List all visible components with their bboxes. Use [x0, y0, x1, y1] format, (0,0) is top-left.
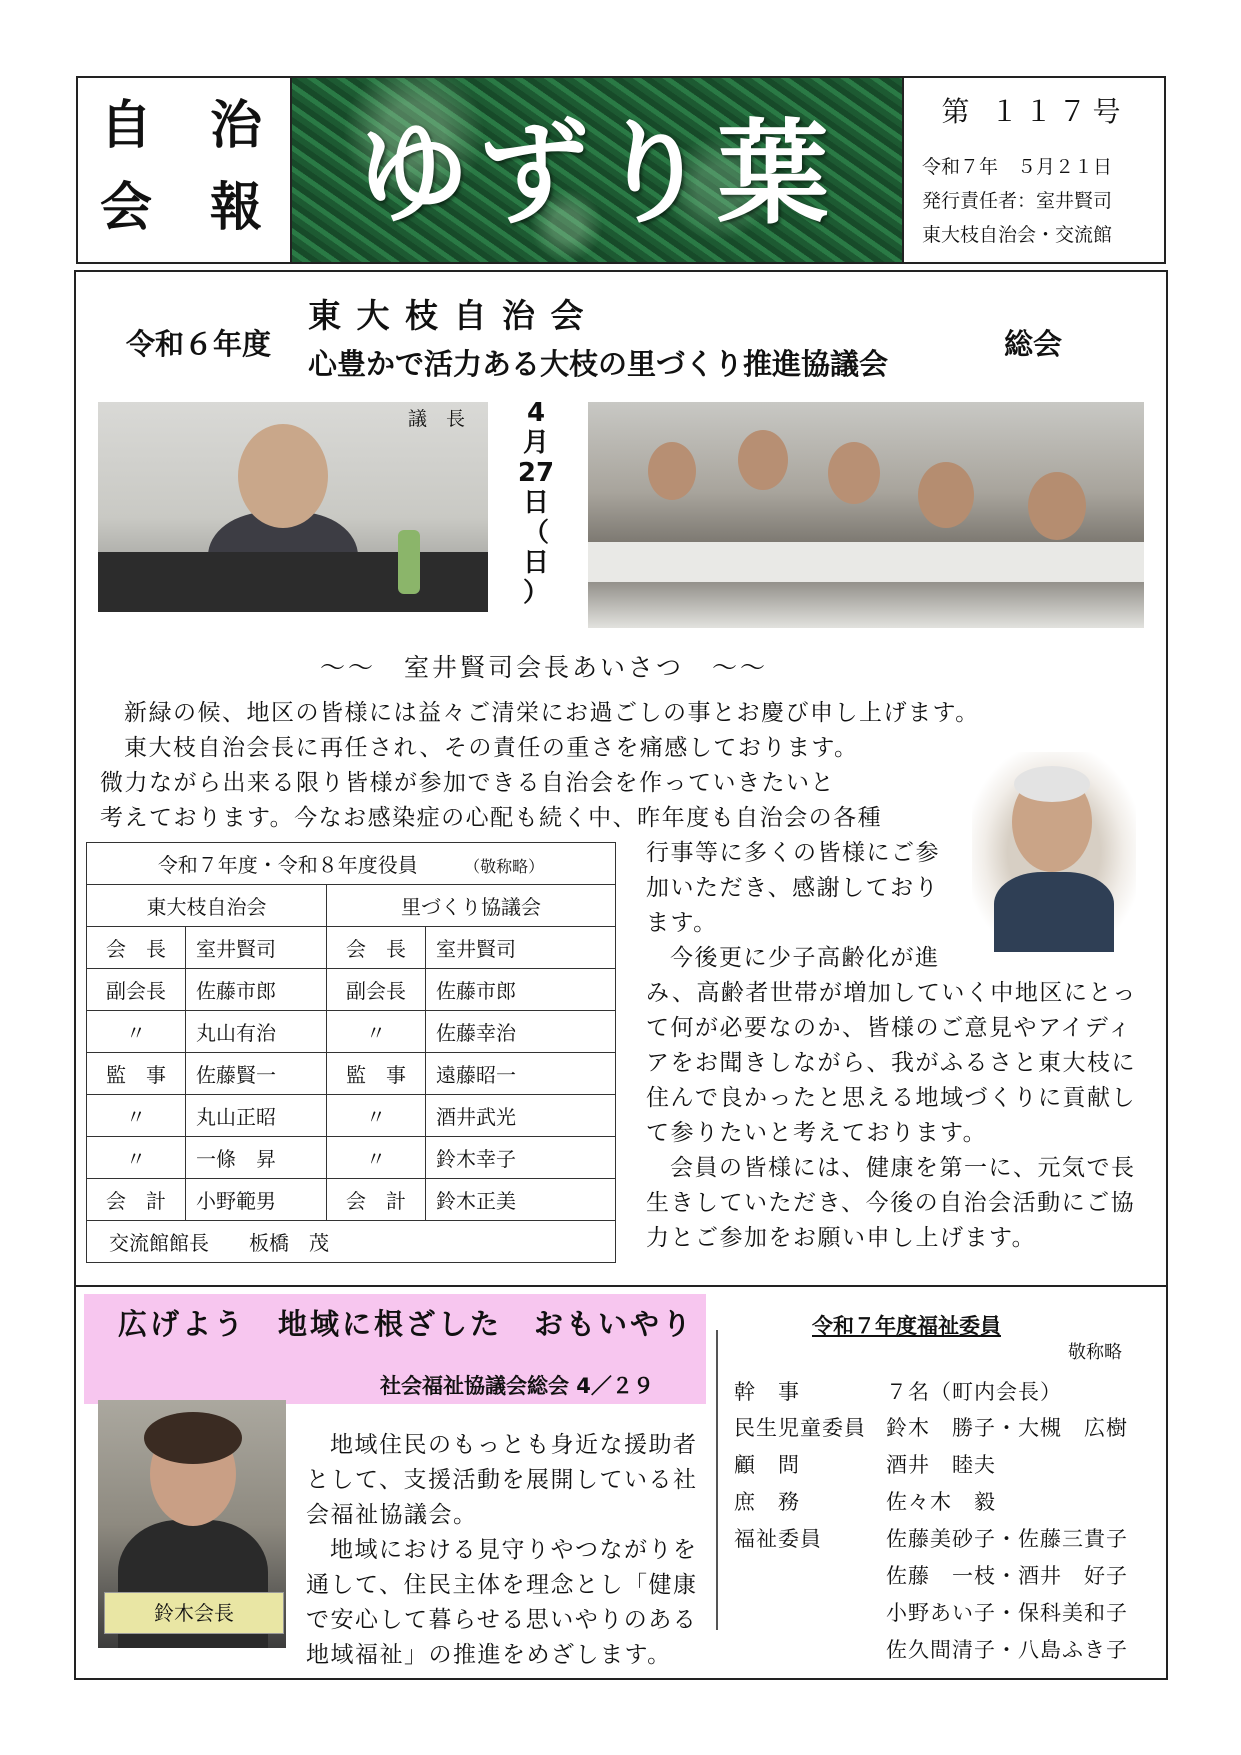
table-row [87, 885, 616, 927]
table-cell: 遠藤昭一 [426, 1053, 616, 1095]
table-cell: 〃 [327, 1137, 426, 1179]
committee-role: 幹 事 [734, 1380, 800, 1404]
table-cell: 佐藤幸治 [426, 1011, 616, 1053]
officers-title-cell [87, 843, 616, 885]
table-row [87, 1053, 616, 1095]
table-cell: 室井賢司 [426, 927, 616, 969]
masthead-left [76, 76, 290, 264]
welfare-headline: 広げよう 地域に根ざした おもいやり [118, 1307, 695, 1341]
greeting-line: アをお聞きしながら、我がふるさと東大枝に [646, 1050, 1136, 1076]
table-row [87, 1137, 616, 1179]
issue-date: 令和７年 ５月２１日 [922, 156, 1113, 178]
publisher: 発行責任者：室井賢司 [922, 190, 1113, 212]
committee-role: 顧 問 [734, 1453, 800, 1477]
committee-names: 佐藤美砂子・佐藤三貴子 [886, 1527, 1128, 1551]
greeting-line: て参りたいと考えております。 [646, 1120, 988, 1146]
table-row [87, 843, 616, 885]
welfare-committee-title: 令和７年度福祉委員 [812, 1314, 1001, 1338]
column-divider [716, 1330, 718, 1630]
committee-role: 福祉委員 [734, 1527, 822, 1551]
committee-role: 民生児童委員 [734, 1416, 866, 1440]
column-header: 里づくり協議会 [327, 885, 616, 927]
newsletter-title: ゆずり葉 [357, 108, 837, 239]
section-divider [74, 1285, 1168, 1287]
welfare-line: 会福祉協議会。 [306, 1502, 478, 1528]
table-row [87, 1221, 616, 1263]
table-cell: 小野範男 [186, 1179, 327, 1221]
masthead-char: 会 [100, 177, 153, 238]
welfare-committee-note: 敬称略 [1068, 1342, 1122, 1363]
photo-caption: 鈴木会長 [104, 1592, 284, 1634]
welfare-line: 地域福祉」の推進をめざします。 [306, 1642, 672, 1668]
table-cell: 室井賢司 [186, 927, 327, 969]
fiscal-year: 令和６年度 [126, 327, 272, 361]
committee-names: 鈴木 勝子・大槻 広樹 [886, 1416, 1128, 1440]
meeting-kind: 総会 [1004, 327, 1063, 361]
greeting-line: 生きしていただき、今後の自治会活動にご協 [646, 1190, 1136, 1216]
table-cell: 〃 [87, 1137, 186, 1179]
table-cell: 一條 昇 [186, 1137, 327, 1179]
table-cell: 監 事 [87, 1053, 186, 1095]
table-cell: 副会長 [327, 969, 426, 1011]
committee-names: 酒井 睦夫 [886, 1453, 996, 1477]
officers-title: 令和７年度・令和８年度役員 [157, 853, 418, 877]
committee-names: 小野あい子・保科美和子 [886, 1601, 1128, 1625]
greeting-line: 行事等に多くの皆様にご参 [646, 840, 940, 866]
committee-role: 庶 務 [734, 1490, 800, 1514]
committee-names: 佐々木 毅 [886, 1490, 996, 1514]
issue-number: 第 １１７号 [941, 95, 1127, 128]
greeting-line: 東大枝自治会長に再任され、その責任の重さを痛感しております。 [124, 735, 859, 761]
masthead-char: 治 [210, 95, 263, 156]
masthead-banner [290, 76, 904, 264]
date-part: 4 [526, 398, 546, 428]
table-cell: 佐藤市郎 [186, 969, 327, 1011]
welfare-line: 通して、住民主体を理念とし「健康 [306, 1572, 698, 1598]
table-cell: 佐藤市郎 [426, 969, 616, 1011]
welfare-subtitle: 社会福祉協議会総会 4／２９ [380, 1374, 654, 1398]
table-cell: 副会長 [87, 969, 186, 1011]
greeting-line: 加いただき、感謝しており [646, 875, 940, 901]
table-cell: 丸山有治 [186, 1011, 327, 1053]
table-row [87, 927, 616, 969]
table-cell: 会 計 [327, 1179, 426, 1221]
table-cell: 〃 [87, 1095, 186, 1137]
committee-names: 佐藤 一枝・酒井 好子 [886, 1564, 1128, 1588]
table-row [87, 969, 616, 1011]
greeting-line: 新緑の候、地区の皆様には益々ご清栄にお過ごしの事とお慶び申し上げます。 [124, 700, 980, 726]
table-row [87, 1011, 616, 1053]
greeting-line: て何が必要なのか、皆様のご意見やアイディ [646, 1015, 1133, 1041]
table-row [87, 1095, 616, 1137]
meeting-org2: 心豊かで活力ある大枝の里づくり推進協議会 [308, 347, 889, 381]
president-photo [972, 752, 1136, 952]
table-row [87, 1179, 616, 1221]
date-part: 日 [522, 488, 549, 518]
greeting-line: 微力ながら出来る限り皆様が参加できる自治会を作っていきたいと [100, 770, 835, 796]
table-cell: 〃 [327, 1011, 426, 1053]
masthead-char: 自 [100, 95, 153, 156]
organization: 東大枝自治会・交流館 [922, 224, 1113, 246]
masthead-char: 報 [210, 177, 263, 238]
chair-photo [98, 402, 488, 612]
table-cell: 鈴木正美 [426, 1179, 616, 1221]
table-cell: 会 計 [87, 1179, 186, 1221]
greeting-line: 力とご参加をお願い申し上げます。 [646, 1225, 1037, 1251]
date-part: 日 [522, 548, 549, 578]
greeting-line: ます。 [646, 910, 718, 936]
greeting-line: み、高齢者世帯が増加していく中地区にとっ [646, 980, 1137, 1006]
table-cell: 監 事 [327, 1053, 426, 1095]
greeting-line: 会員の皆様には、健康を第一に、元気で長 [670, 1155, 1136, 1181]
greeting-title: ～～ 室井賢司会長あいさつ ～～ [320, 653, 769, 682]
table-cell: 〃 [87, 1011, 186, 1053]
table-cell: 会 長 [327, 927, 426, 969]
date-part: 27 [517, 458, 555, 488]
date-part: ） [522, 578, 549, 608]
meeting-room-photo [588, 402, 1144, 628]
meeting-date [508, 398, 564, 608]
date-part: 月 [522, 428, 549, 458]
column-header: 東大枝自治会 [87, 885, 327, 927]
table-cell: 〃 [327, 1095, 426, 1137]
date-part: （ [522, 518, 549, 548]
table-cell: 酒井武光 [426, 1095, 616, 1137]
greeting-line: 考えております。今なお感染症の心配も続く中、昨年度も自治会の各種 [100, 805, 883, 831]
greeting-line: 今後更に少子高齢化が進 [670, 945, 940, 971]
meeting-org1: 東 大 枝 自 治 会 [308, 296, 586, 335]
table-cell: 鈴木幸子 [426, 1137, 616, 1179]
table-cell: 佐藤賢一 [186, 1053, 327, 1095]
welfare-line: として、支援活動を展開している社 [306, 1467, 698, 1493]
committee-names: 佐久間清子・八島ふき子 [886, 1638, 1128, 1662]
chair-label: 議 長 [408, 408, 466, 430]
committee-names: ７名（町内会長） [886, 1380, 1062, 1404]
welfare-line: 地域における見守りやつながりを [330, 1537, 698, 1563]
masthead-info [904, 76, 1166, 264]
officers-table [86, 842, 616, 1263]
officers-note: （敬称略） [464, 857, 545, 876]
greeting-line: 住んで良かったと思える地域づくりに貢献し [646, 1085, 1136, 1111]
officers-footer: 交流館館長 板橋 茂 [87, 1221, 616, 1263]
table-cell: 丸山正昭 [186, 1095, 327, 1137]
welfare-line: 地域住民のもっとも身近な援助者 [330, 1432, 698, 1458]
welfare-line: で安心して暮らせる思いやりのある [306, 1607, 698, 1633]
table-cell: 会 長 [87, 927, 186, 969]
